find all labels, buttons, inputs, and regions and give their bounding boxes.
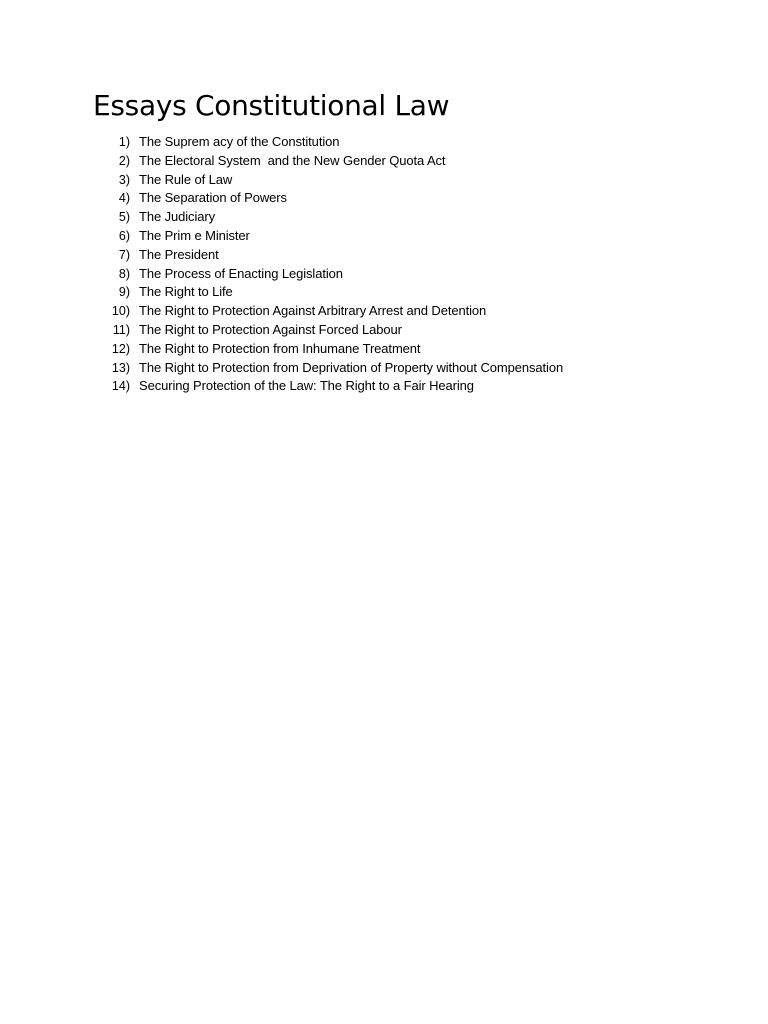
list-item-number: 7): [118, 247, 130, 262]
list-item-number: 1): [118, 135, 130, 149]
list-item-title: The Right to Protection from Inhumane Treatment: [139, 340, 421, 356]
list-item: [108, 189, 563, 208]
list-item: [108, 171, 563, 190]
list-item: [108, 133, 563, 152]
document-title: Essays Constitutional Law: [93, 89, 450, 122]
list-item-number: 6): [118, 228, 130, 243]
list-item-title: The Separation of Powers: [139, 190, 287, 206]
list-item-title: The Right to Life: [139, 284, 233, 300]
list-item-title: The Judiciary: [139, 209, 216, 225]
list-item-title: The Right to Protection Against Arbitrary Arrest and Detention: [139, 303, 487, 319]
list-item-title: The Process of Enacting Legislation: [139, 265, 343, 281]
list-item-title: The Electoral System and the New Gender Quota Act: [139, 152, 446, 168]
list-item: [108, 377, 563, 396]
list-item-number: 4): [118, 191, 130, 206]
list-item: [108, 302, 563, 321]
list-item: [108, 227, 563, 246]
list-item-title: The Prim e Minister: [139, 227, 250, 243]
list-item-number: 9): [118, 285, 130, 300]
list-item-title: The Right to Protection from Deprivation of Property without Compensation: [139, 359, 564, 375]
list-item-number: 14): [111, 379, 130, 394]
list-item-number: 8): [118, 266, 130, 281]
list-item-title: The Rule of Law: [139, 171, 233, 187]
list-item-title: The Right to Protection Against Forced Labour: [139, 321, 402, 337]
list-item-number: 2): [118, 153, 130, 168]
list-item-number: 3): [118, 172, 130, 187]
list-item-number: 12): [111, 341, 130, 356]
list-item: [108, 340, 563, 359]
list-item: [108, 208, 563, 227]
list-item-title: The Suprem acy of the Constitution: [139, 134, 340, 149]
list-item-title: Securing Protection of the Law: The Right to a Fair Hearing: [139, 378, 474, 394]
list-item: [108, 283, 563, 302]
list-item: [108, 321, 563, 340]
list-item-title: The President: [139, 246, 219, 262]
list-item: [108, 246, 563, 265]
list-item-number: 11): [112, 322, 130, 337]
list-item: [108, 359, 563, 378]
list-item: [108, 152, 563, 171]
list-item-number: 5): [118, 210, 130, 225]
essay-list: [108, 133, 563, 396]
list-item-number: 10): [111, 304, 130, 319]
list-item: [108, 265, 563, 284]
list-item-number: 13): [111, 360, 130, 375]
